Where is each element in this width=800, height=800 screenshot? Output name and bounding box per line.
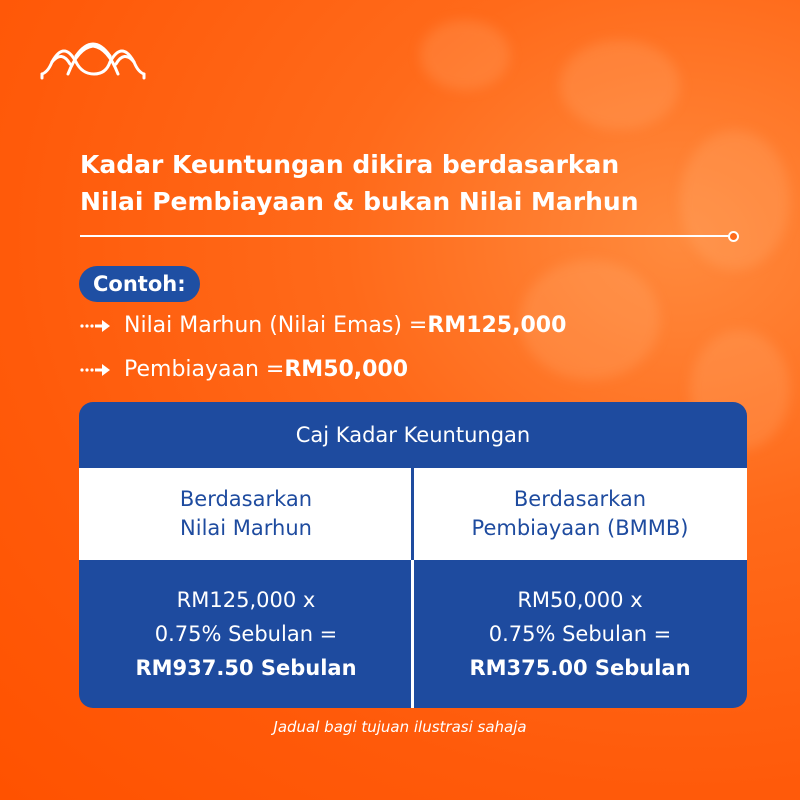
calc-result: RM937.50 Sebulan [135,656,357,680]
footnote: Jadual bagi tujuan ilustrasi sahaja [273,718,527,736]
comparison-table [79,402,747,708]
header-line-2: Nilai Marhun [180,516,312,540]
example-item-pembiayaan [80,355,408,385]
header-line-2: Pembiayaan (BMMB) [471,516,689,540]
divider-dot [728,231,739,242]
headline [80,146,740,220]
headline-line-2: Nilai Pembiayaan & bukan Nilai Marhun [80,187,639,216]
divider-line [80,235,730,237]
background-bokeh [420,20,510,90]
example-item-value: RM50,000 [284,357,409,382]
example-label: Contoh: [79,266,200,302]
table-cell [79,560,413,708]
column-divider [411,468,414,560]
dotted-arrow-icon [80,318,112,334]
table-header-cell [79,468,413,560]
calc-line-1: RM125,000 x [176,588,316,612]
calc-line-2: 0.75% Sebulan = [154,622,338,646]
example-item-marhun [80,311,566,341]
brand-logo-icon [38,34,148,94]
column-divider [411,560,414,708]
dotted-arrow-icon [80,362,112,378]
table-cell [413,560,747,708]
table-header-cell [413,468,747,560]
header-line-1: Berdasarkan [179,487,313,511]
headline-line-1: Kadar Keuntungan dikira berdasarkan [80,150,620,179]
example-item-value: RM125,000 [427,313,567,338]
calc-line-1: RM50,000 x [517,588,643,612]
calc-result: RM375.00 Sebulan [469,656,691,680]
calc-line-2: 0.75% Sebulan = [488,622,672,646]
header-line-1: Berdasarkan [513,487,647,511]
table-title: Caj Kadar Keuntungan [295,423,531,447]
example-item-text: Nilai Marhun (Nilai Emas) = [124,313,428,338]
background-bokeh [560,40,680,130]
example-item-text: Pembiayaan = [124,357,285,382]
